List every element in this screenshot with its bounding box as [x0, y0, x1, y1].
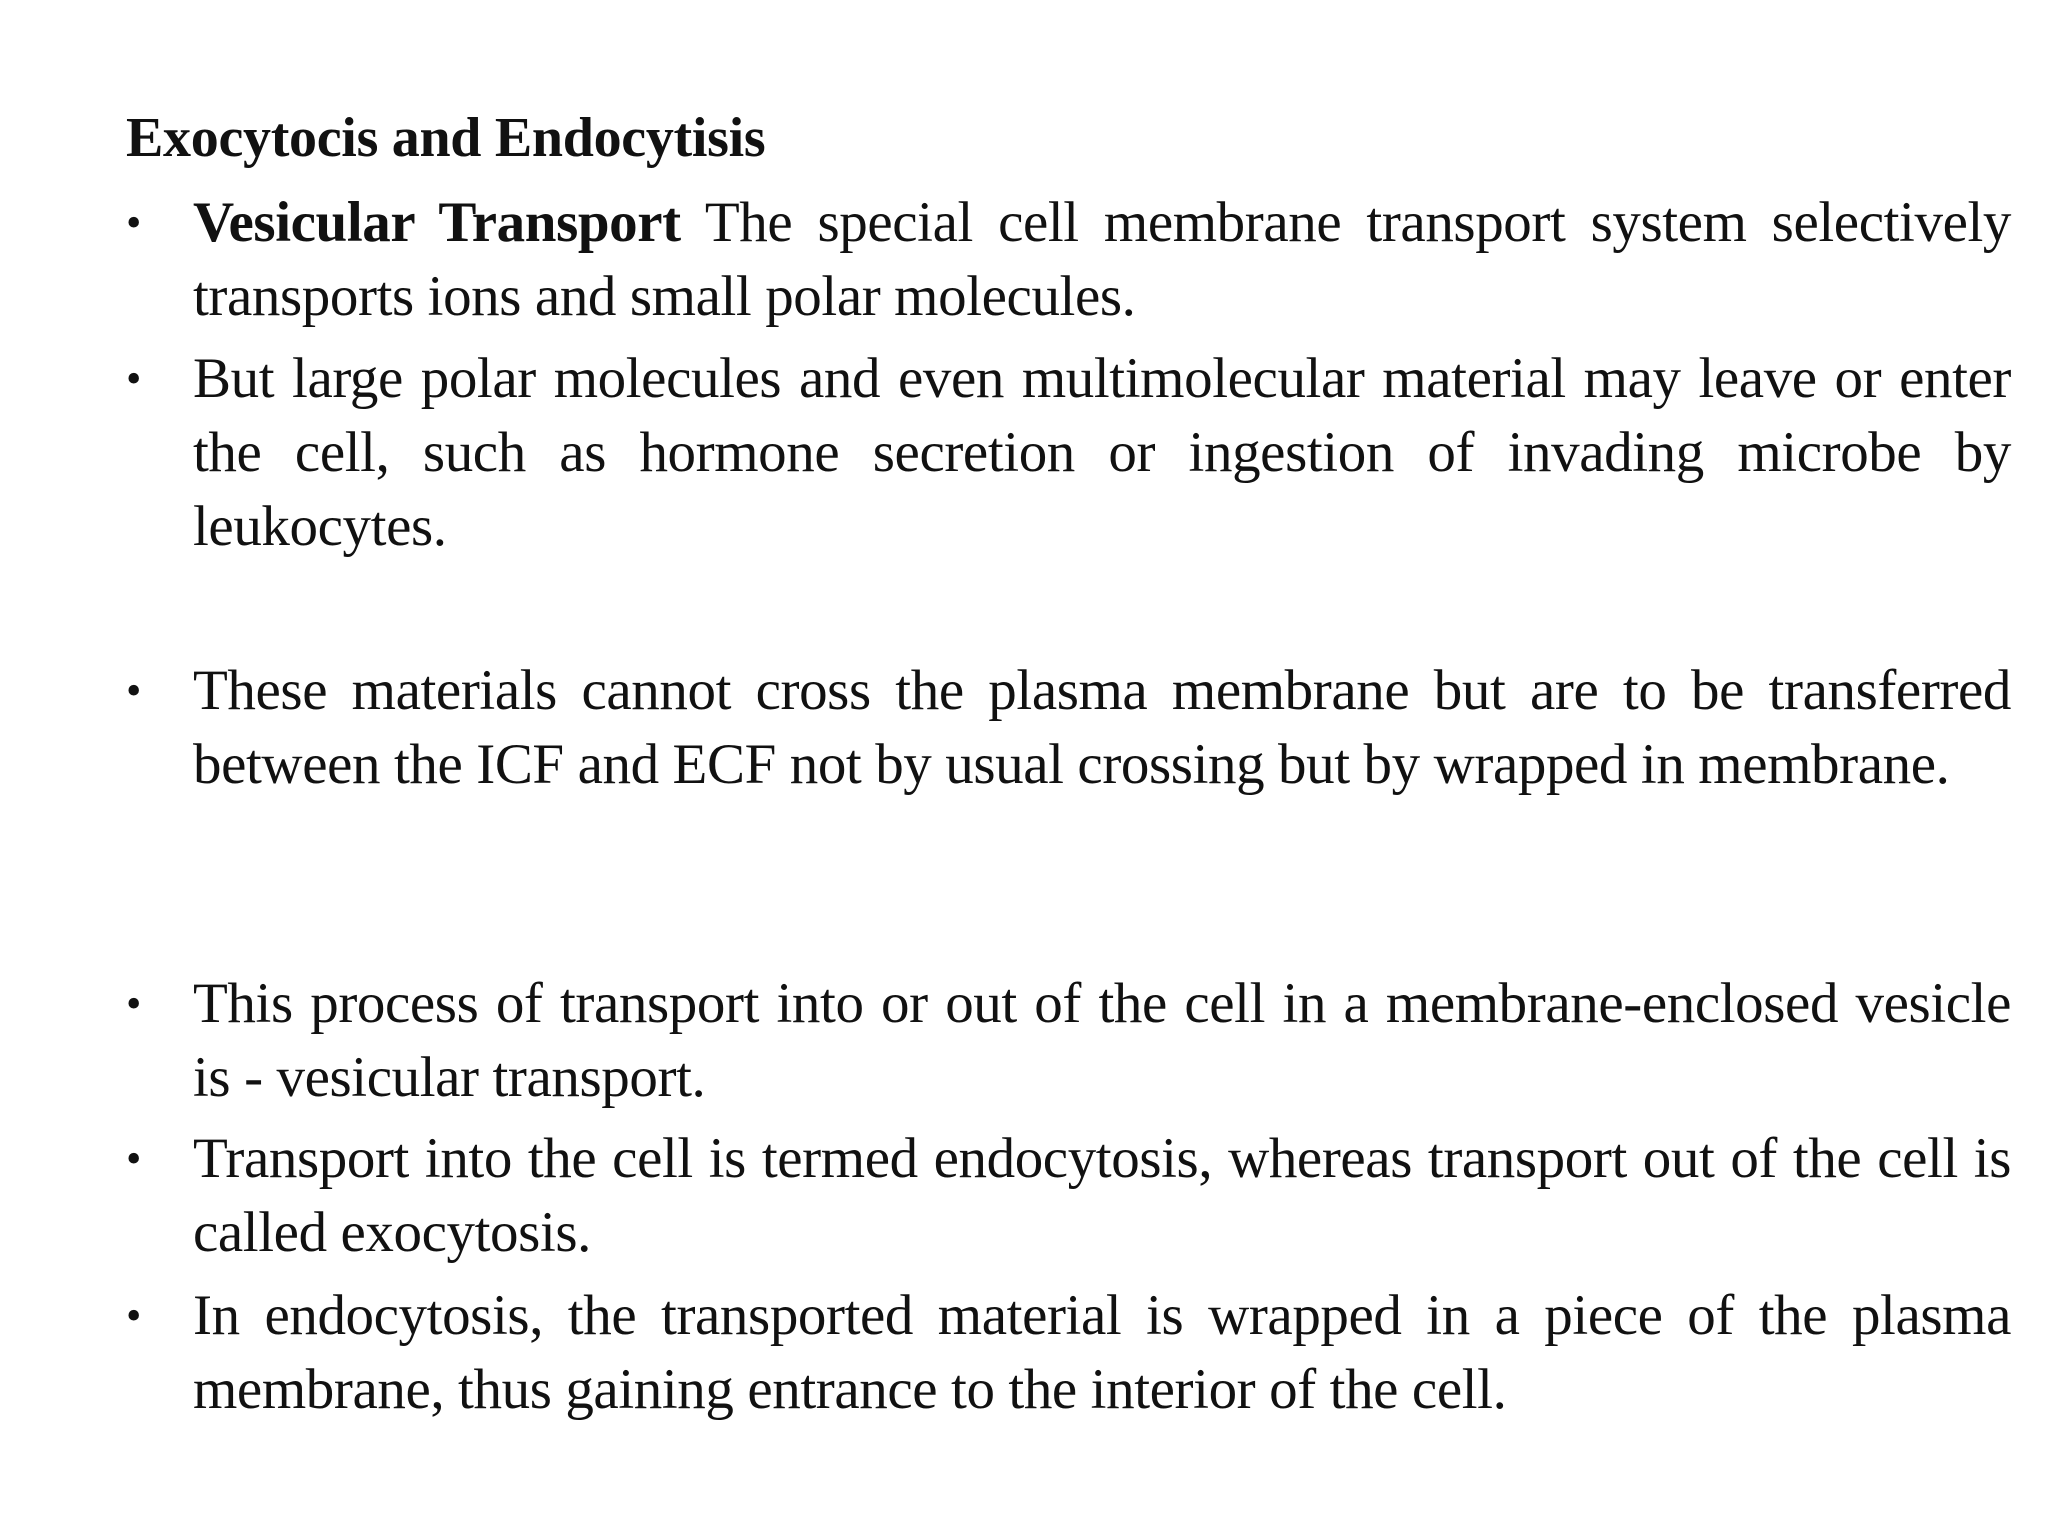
bullet-term: Vesicular Transport	[193, 191, 681, 254]
bullet-dot: •	[126, 198, 142, 247]
bullet-text: But large polar molecules and even multimolecular material may leave or enter the cell, such as hormone secretion or ingestion of invading microbe by leukocytes.	[193, 347, 2011, 558]
bullet-text: This process of transport into or out of the cell in a membrane-enclosed vesicle is - vesicular transport.	[193, 972, 2011, 1109]
bullet-text: These materials cannot cross the plasma membrane but are to be transferred between the ICF and ECF not by usual crossing but by wrapped in membrane.	[193, 659, 2011, 796]
bullet-body: The special cell membrane transport system selectively transports ions and small polar molecules.	[193, 191, 2012, 328]
bullet-text: Transport into the cell is termed endocytosis, whereas transport out of the cell is called exocytosis.	[193, 1127, 2011, 1264]
bullet-dot: •	[126, 354, 142, 403]
bullet-dot: •	[126, 1291, 142, 1340]
slide-title: Exocytocis and Endocytisis	[126, 107, 766, 169]
bullet-text	[193, 186, 2011, 334]
bullet-dot: •	[126, 666, 142, 715]
bullet-dot: •	[126, 1134, 142, 1183]
bullet-dot: •	[126, 979, 142, 1028]
bullet-text: In endocytosis, the transported material is wrapped in a piece of the plasma membrane, thus gaining entrance to the interior of the cell.	[193, 1284, 2011, 1421]
